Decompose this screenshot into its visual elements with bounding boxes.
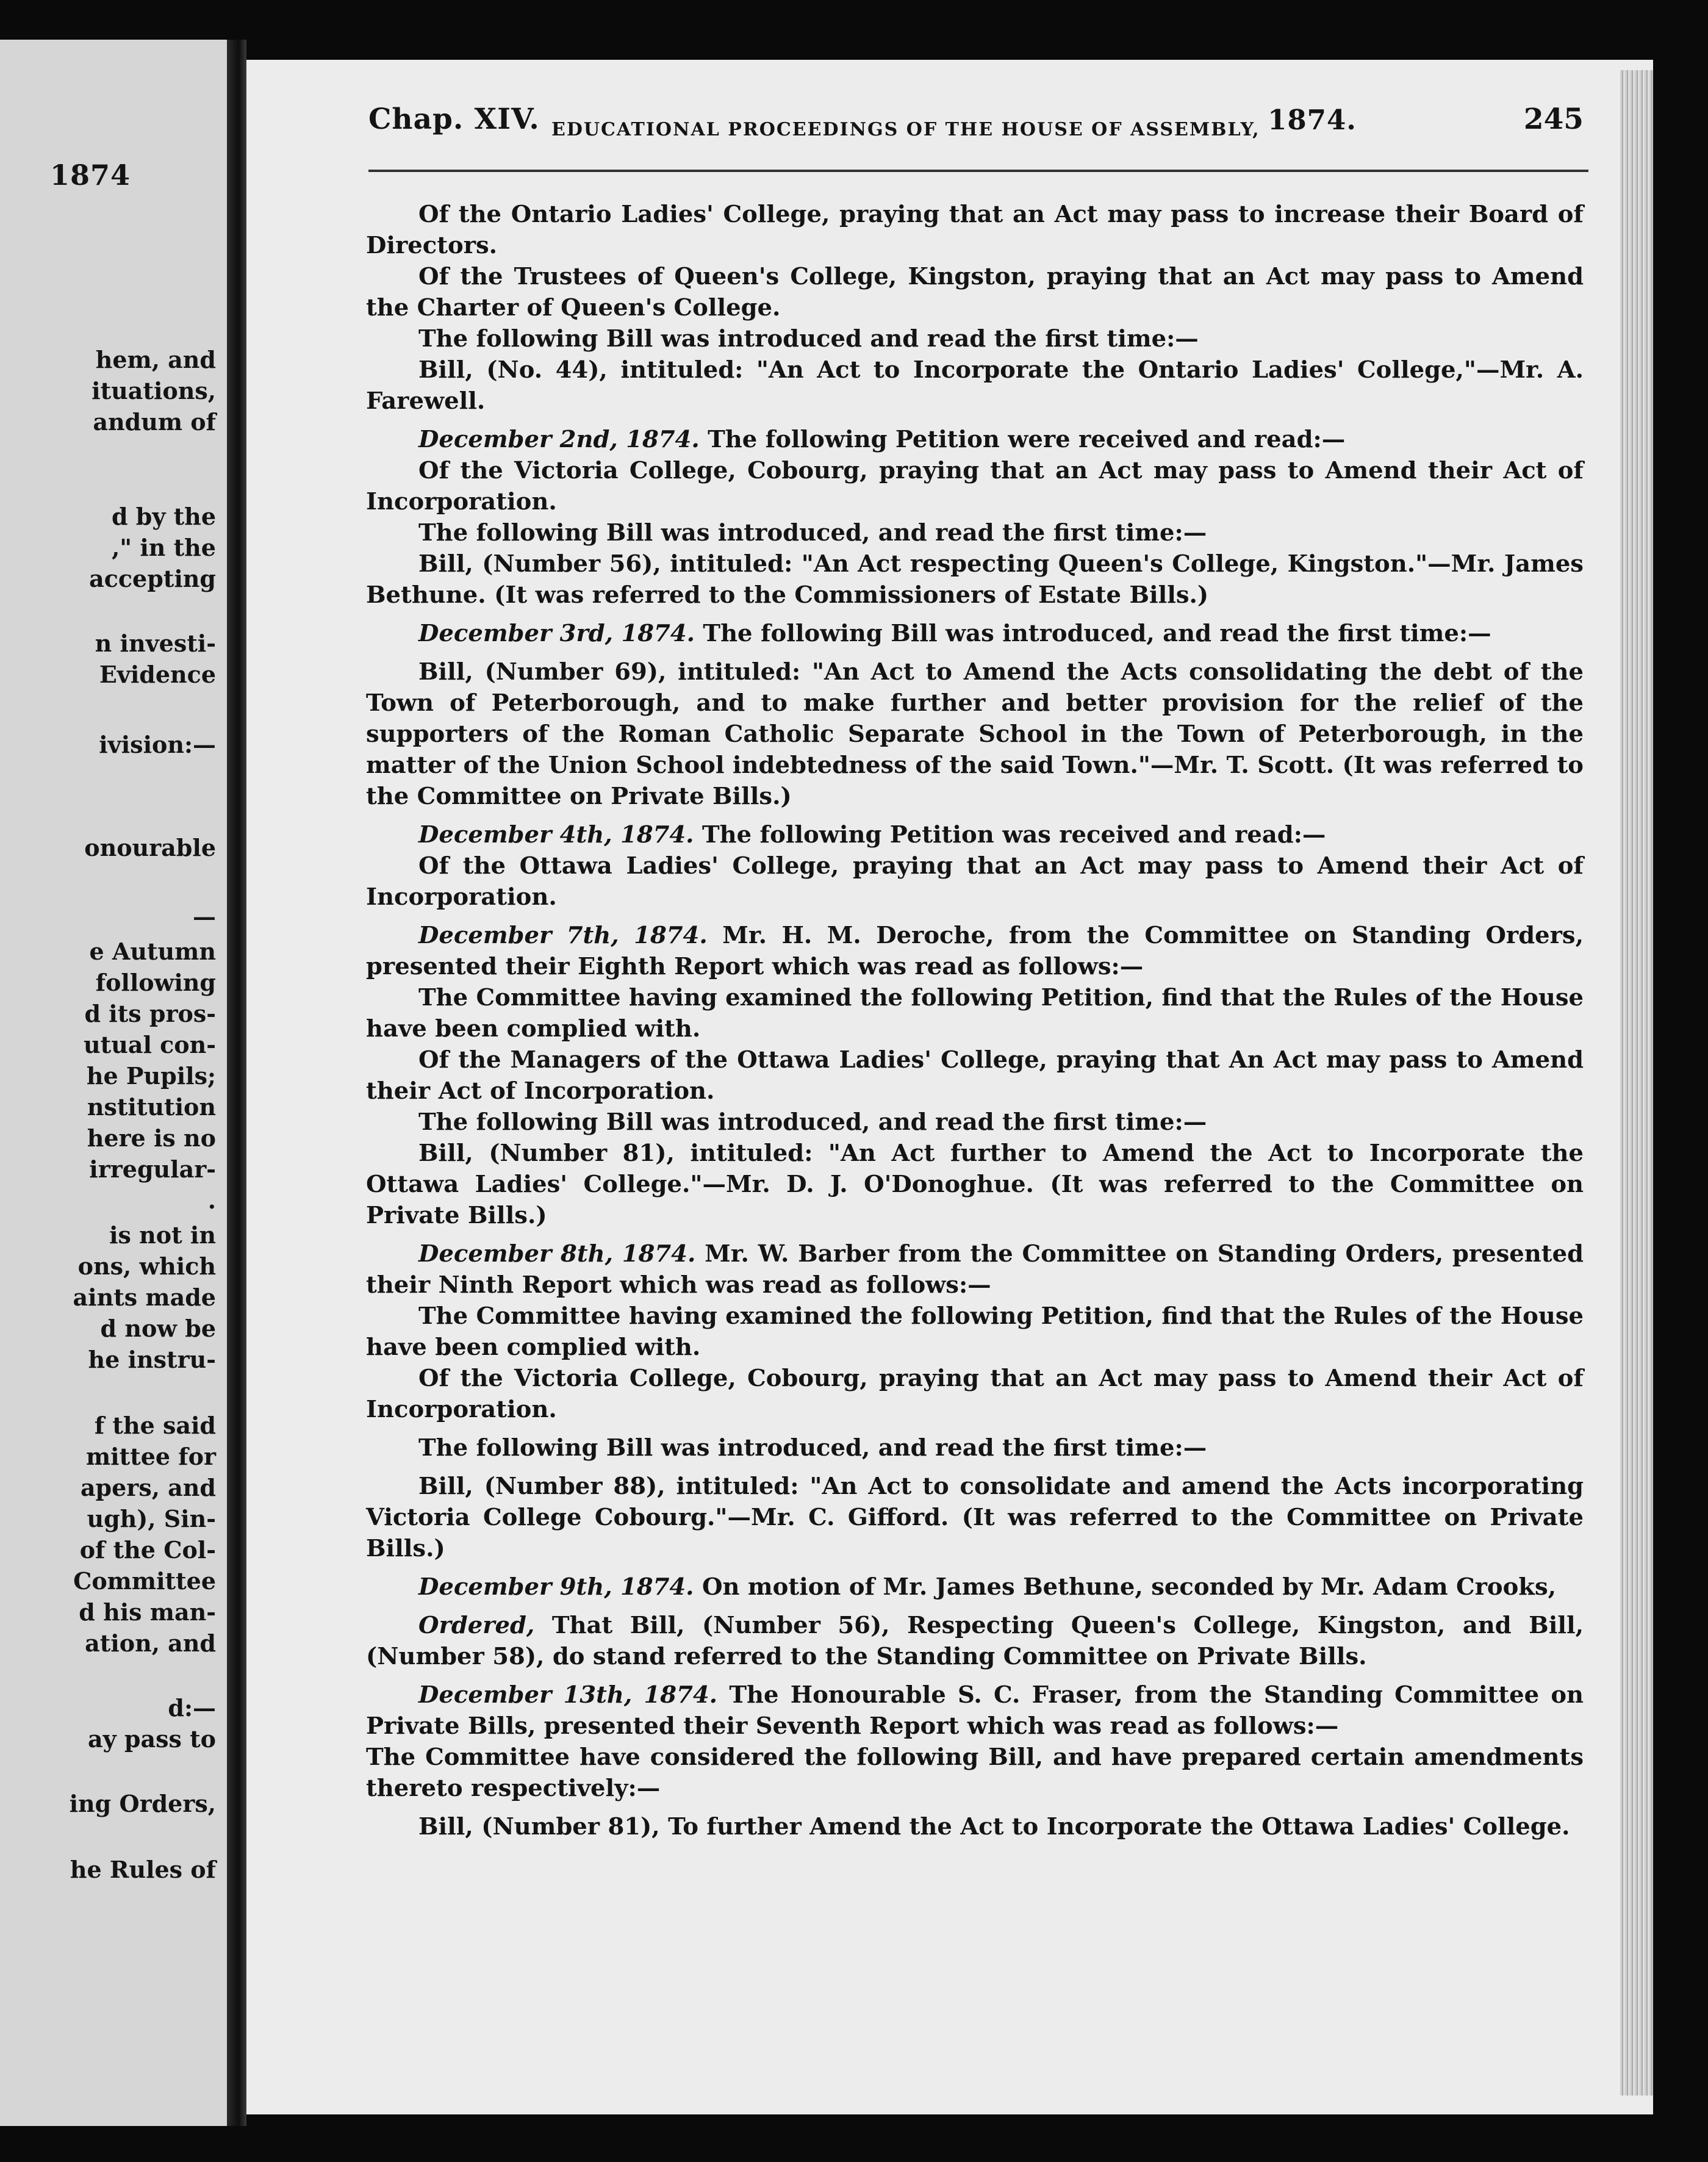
left-page-fragment: andum of [93,408,216,436]
paragraph [366,1138,1584,1231]
paragraph [366,199,1584,261]
paragraph-date: December 2nd, 1874. [418,426,700,453]
paragraph [366,455,1584,517]
chapter-label: Chap. XIV. [368,102,540,136]
paragraph-date: December 3rd, 1874. [418,620,695,647]
paragraph-text: Of the Ontario Ladies' College, praying that an Act may pass to increase their Board of Directors. [366,201,1584,259]
paragraph-text: Bill, (Number 81), To further Amend the Act to Incorporate the Ottawa Ladies' College. [418,1813,1570,1841]
paragraph-text: Mr. W. Barber from the Committee on Standing Orders, presented their Ninth Report which was read as follows:— [366,1240,1584,1299]
paragraph-text: The following Bill was introduced, and read the first time:— [695,620,1491,647]
left-page-fragment: he instru- [88,1346,216,1373]
left-page-fragment: d now be [100,1315,216,1342]
left-page-fragment: d by the [111,503,216,530]
paragraph-date: December 7th, 1874. [418,922,708,949]
left-page-fragment: hem, and [95,346,216,373]
left-page-fragment: . [207,1187,216,1214]
left-page-fragment: — [193,903,216,930]
left-page-fragment: ivision:— [99,731,216,758]
paragraph-text: Bill, (Number 81), intituled: "An Act further to Amend the Act to Incorporate the Ottawa Ladies' College."—Mr. D. J. O'Donoghue. (It was referred to the Committee on Private Bills.) [366,1140,1584,1229]
paragraph [366,1363,1584,1425]
paragraph-text: The following Petition was received and read:— [694,821,1326,849]
left-page-year: 1874 [50,159,131,192]
left-page-fragment: accepting [89,565,216,592]
left-page-fragment: ation, and [85,1629,216,1657]
paragraph-text: The Committee have considered the following Bill, and have prepared certain amendments thereto respectively:— [366,1744,1584,1802]
paragraph [366,424,1584,455]
left-page-fragment: f the said [94,1412,216,1439]
page-number: 245 [1523,102,1584,136]
paragraph [366,261,1584,323]
paragraph-text: The following Bill was introduced and read the first time:— [418,325,1199,353]
paragraph [366,1571,1584,1603]
paragraph-text: Bill, (Number 69), intituled: "An Act to Amend the Acts consolidating the debt of the Town of Peterborough, and to make further and better provision for the relief of the supporters of the Roman Catholic Separate School in the Town of Peterborough, in the matter of the Union School indebtedness of the said Town."—Mr. T. Scott. (It was referred to the Committee on Private Bills.) [366,658,1584,810]
paragraph-date: December 13th, 1874. [418,1681,718,1709]
left-page-fragment: ing Orders, [69,1790,216,1817]
left-page-fragment: Evidence [99,661,216,688]
left-page-fragment: ," in the [112,534,216,561]
paragraph-text: On motion of Mr. James Bethune, seconded by Mr. Adam Crooks, [694,1573,1557,1601]
left-page-fragment: onourable [84,834,216,861]
left-page-fragment: nstitution [87,1093,216,1121]
paragraph [366,819,1584,850]
left-page-fragment: n investi- [95,630,216,657]
paragraph-text: Of the Ottawa Ladies' College, praying that an Act may pass to Amend their Act of Incorporation. [366,852,1584,911]
paragraph [366,1471,1584,1564]
body-text [366,199,1584,1842]
paragraph [366,323,1584,354]
left-page-fragment: he Pupils; [86,1062,216,1090]
left-page-fragment: e Autumn [89,938,216,965]
left-page-fragment: d:— [168,1694,216,1722]
header-title-text: EDUCATIONAL PROCEEDINGS OF THE HOUSE OF ASSEMBLY, [551,119,1260,140]
paragraph-text: The following Petition were received and read:— [699,426,1346,453]
paragraph [366,1679,1584,1742]
header-title [551,104,1357,142]
left-page-fragment: ituations, [92,377,216,404]
paragraph [366,517,1584,548]
paragraph-date: Ordered, [418,1612,535,1639]
paragraph-text: Of the Victoria College, Cobourg, praying that an Act may pass to Amend their Act of Incorporation. [366,1365,1584,1423]
paragraph-text: The Honourable S. C. Fraser, from the Standing Committee on Private Bills, presented their Seventh Report which was read as follows:— [366,1681,1584,1740]
left-page-fragment: ugh), Sin- [87,1505,216,1532]
left-page-fragment: of the Col- [79,1536,216,1564]
paragraph-text: Of the Managers of the Ottawa Ladies' College, praying that An Act may pass to Amend their Act of Incorporation. [366,1046,1584,1105]
left-page-fragment: is not in [109,1221,216,1249]
left-page-fragment: following [95,969,216,996]
left-page-fragment: irregular- [89,1155,216,1183]
left-page-fragment: ay pass to [87,1725,216,1753]
paragraph-text: The following Bill was introduced, and read the first time:— [418,1108,1207,1136]
paragraph [366,1044,1584,1107]
right-page [246,60,1653,2114]
running-header [368,102,1584,145]
left-page-fragment: here is no [87,1124,216,1152]
left-page-fragment: aints made [73,1284,216,1311]
left-page-fragment: mittee for [85,1443,216,1470]
paragraph [366,1742,1584,1804]
left-page-fragment: utual con- [84,1031,216,1058]
left-page-fragment: d its pros- [84,1000,216,1027]
paragraph [366,1301,1584,1363]
paragraph [366,920,1584,982]
page-edge [1620,70,1653,2096]
paragraph-text: The Committee having examined the following Petition, find that the Rules of the House have been complied with. [366,984,1584,1043]
paragraph [366,982,1584,1044]
header-year: 1874. [1268,104,1357,136]
paragraph [366,548,1584,611]
paragraph-date: December 8th, 1874. [418,1240,696,1268]
paragraph [366,850,1584,913]
paragraph-text: Mr. H. M. Deroche, from the Committee on Standing Orders, presented their Eighth Report which was read as follows:— [366,922,1584,980]
paragraph-text: Bill, (No. 44), intituled: "An Act to Incorporate the Ontario Ladies' College,"—Mr. A. Farewell. [366,356,1584,415]
paragraph [366,1610,1584,1672]
left-page-fragment: Committee [73,1567,216,1595]
paragraph [366,354,1584,417]
paragraph-text: Bill, (Number 56), intituled: "An Act respecting Queen's College, Kingston."—Mr. James Bethune. (It was referred to the Commissioners of Estate Bills.) [366,550,1584,609]
paragraph-text: The following Bill was introduced, and read the first time:— [418,1434,1207,1462]
left-page-fragment: ons, which [77,1252,216,1280]
paragraph [366,1238,1584,1301]
paragraph-text: The following Bill was introduced, and read the first time:— [418,519,1207,547]
paragraph [366,1432,1584,1463]
paragraph-text: The Committee having examined the following Petition, find that the Rules of the House have been complied with. [366,1302,1584,1361]
left-page-fragment: apers, and [80,1474,216,1501]
paragraph-text: Of the Victoria College, Cobourg, praying that an Act may pass to Amend their Act of Incorporation. [366,457,1584,515]
paragraph-date: December 4th, 1874. [418,821,694,849]
paragraph-text: Of the Trustees of Queen's College, Kingston, praying that an Act may pass to Amend the Charter of Queen's College. [366,263,1584,321]
left-page [0,40,227,2126]
left-page-fragment: d his man- [79,1598,216,1626]
paragraph-text: That Bill, (Number 56), Respecting Queen's College, Kingston, and Bill, (Number 58), do stand referred to the Standing Committee on Private Bills. [366,1612,1584,1670]
paragraph-date: December 9th, 1874. [418,1573,694,1601]
paragraph [366,618,1584,649]
paragraph [366,656,1584,812]
book-gutter [227,40,246,2126]
header-rule [368,170,1588,172]
paragraph-text: Bill, (Number 88), intituled: "An Act to consolidate and amend the Acts incorporating Victoria College Cobourg."—Mr. C. Gifford. (It was referred to the Committee on Private Bills.) [366,1473,1584,1562]
paragraph [366,1107,1584,1138]
left-page-fragment: he Rules of [70,1856,216,1883]
paragraph [366,1811,1584,1842]
